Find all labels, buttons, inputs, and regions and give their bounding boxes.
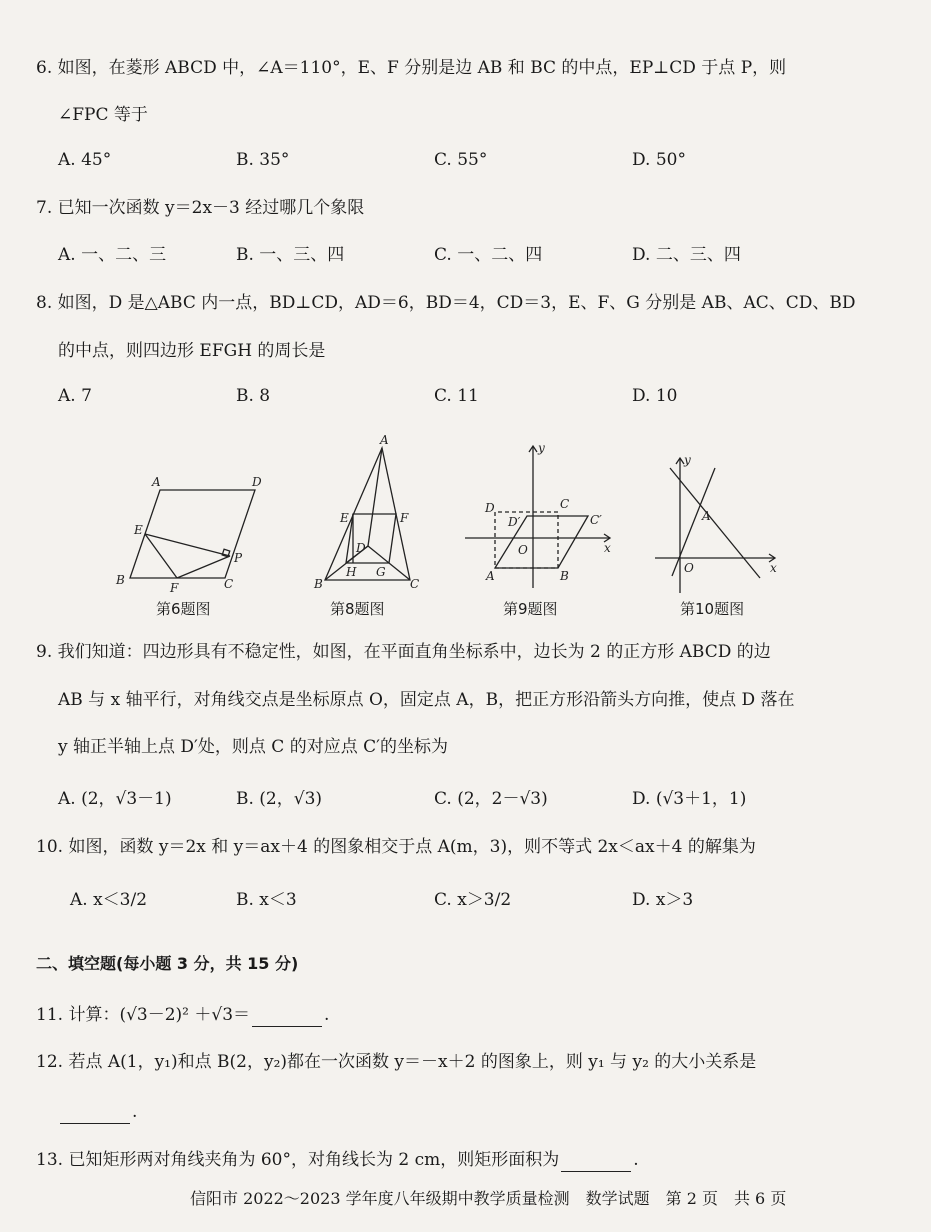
svg-text:D′: D′ bbox=[508, 515, 521, 529]
svg-text:x: x bbox=[770, 561, 777, 575]
svg-text:B: B bbox=[314, 577, 323, 591]
q11-text: 11. 计算：(√3－2)² ＋√3＝ bbox=[36, 1005, 251, 1025]
q11-line bbox=[36, 1003, 329, 1027]
q9-option-a: A. (2，√3－1) bbox=[58, 789, 172, 809]
svg-text:E: E bbox=[340, 511, 349, 525]
q9-option-b: B. (2，√3) bbox=[236, 789, 323, 809]
figure-8 bbox=[325, 448, 410, 580]
q10-line1: 10. 如图，函数 y＝2x 和 y＝ax＋4 的图象相交于点 A(m，3)，则不等式 2x＜ax＋4 的解集为 bbox=[36, 837, 756, 857]
q10-option-a: A. x＜3/2 bbox=[70, 890, 148, 910]
q13-line bbox=[36, 1148, 639, 1172]
svg-text:G: G bbox=[376, 565, 386, 579]
svg-text:C′: C′ bbox=[590, 513, 602, 527]
q9-line3: y 轴正半轴上点 D′处，则点 C 的对应点 C′的坐标为 bbox=[58, 737, 448, 757]
q7-option-c: C. 一、二、四 bbox=[434, 245, 543, 265]
q7-option-d: D. 二、三、四 bbox=[632, 245, 741, 265]
svg-text:C: C bbox=[560, 497, 570, 511]
q6-option-a: A. 45° bbox=[58, 150, 112, 170]
q10-option-d: D. x＞3 bbox=[632, 890, 694, 910]
q7-option-b: B. 一、三、四 bbox=[236, 245, 345, 265]
page-footer: 信阳市 2022～2023 学年度八年级期中教学质量检测 数学试题 第 2 页 共 6 页 bbox=[190, 1189, 787, 1208]
q11-end: . bbox=[324, 1005, 330, 1025]
q9-option-d: D. (√3＋1，1) bbox=[632, 789, 747, 809]
q9-option-c: C. (2，2－√3) bbox=[434, 789, 548, 809]
q6-option-c: C. 55° bbox=[434, 150, 488, 170]
q13-answer-blank[interactable] bbox=[561, 1153, 631, 1172]
svg-text:B: B bbox=[560, 569, 569, 583]
svg-text:P: P bbox=[234, 551, 243, 565]
svg-text:D: D bbox=[356, 541, 366, 555]
svg-text:B: B bbox=[116, 573, 125, 587]
q8-option-a: A. 7 bbox=[58, 386, 92, 406]
figure-9 bbox=[465, 446, 610, 588]
svg-text:C: C bbox=[224, 577, 234, 591]
svg-text:F: F bbox=[400, 511, 409, 525]
q9-line1: 9. 我们知道：四边形具有不稳定性，如图，在平面直角坐标系中，边长为 2 的正方形 ABCD 的边 bbox=[36, 642, 771, 662]
svg-text:O: O bbox=[684, 561, 694, 575]
q9-line2: AB 与 x 轴平行，对角线交点是坐标原点 O，固定点 A，B，把正方形沿箭头方向推，使点 D 落在 bbox=[58, 690, 795, 710]
svg-text:A: A bbox=[486, 569, 495, 583]
q7-option-a: A. 一、二、三 bbox=[58, 245, 167, 265]
q8-option-d: D. 10 bbox=[632, 386, 678, 406]
figure-10 bbox=[655, 458, 775, 593]
svg-text:y: y bbox=[538, 441, 545, 455]
svg-text:H: H bbox=[346, 565, 357, 579]
q13-end: . bbox=[633, 1150, 639, 1170]
figure-8-caption: 第8题图 bbox=[330, 600, 385, 618]
q11-answer-blank[interactable] bbox=[252, 1008, 322, 1027]
q6-line1: 6. 如图，在菱形 ABCD 中，∠A＝110°，E、F 分别是边 AB 和 BC 的中点，EP⊥CD 于点 P，则 bbox=[36, 58, 787, 78]
svg-text:D: D bbox=[485, 501, 495, 515]
q12-answer-blank[interactable] bbox=[60, 1105, 130, 1124]
q10-option-b: B. x＜3 bbox=[236, 890, 297, 910]
svg-text:A: A bbox=[380, 433, 389, 447]
q12-line2 bbox=[58, 1100, 137, 1124]
q8-line2: 的中点，则四边形 EFGH 的周长是 bbox=[58, 341, 326, 361]
q13-text: 13. 已知矩形两对角线夹角为 60°，对角线长为 2 cm，则矩形面积为 bbox=[36, 1150, 560, 1170]
section2-title: 二、填空题(每小题 3 分，共 15 分) bbox=[36, 954, 299, 973]
q8-option-c: C. 11 bbox=[434, 386, 479, 406]
figure-9-caption: 第9题图 bbox=[503, 600, 558, 618]
q12-end: . bbox=[132, 1102, 138, 1122]
svg-text:x: x bbox=[604, 541, 611, 555]
svg-text:F: F bbox=[170, 581, 179, 595]
figure-10-caption: 第10题图 bbox=[680, 600, 745, 618]
q8-option-b: B. 8 bbox=[236, 386, 271, 406]
q7-line1: 7. 已知一次函数 y＝2x－3 经过哪几个象限 bbox=[36, 198, 365, 218]
q12-line1: 12. 若点 A(1，y₁)和点 B(2，y₂)都在一次函数 y＝－x＋2 的图象上，则 y₁ 与 y₂ 的大小关系是 bbox=[36, 1052, 757, 1072]
q10-option-c: C. x＞3/2 bbox=[434, 890, 512, 910]
q6-option-d: D. 50° bbox=[632, 150, 686, 170]
svg-text:E: E bbox=[134, 523, 143, 537]
figure-6-caption: 第6题图 bbox=[156, 600, 211, 618]
svg-text:A: A bbox=[702, 509, 711, 523]
figures-row bbox=[110, 428, 870, 600]
svg-text:A: A bbox=[152, 475, 161, 489]
svg-text:O: O bbox=[518, 543, 528, 557]
svg-text:D: D bbox=[252, 475, 262, 489]
q6-line2: ∠FPC 等于 bbox=[58, 105, 148, 125]
svg-text:C: C bbox=[410, 577, 420, 591]
svg-text:y: y bbox=[684, 453, 691, 467]
q6-option-b: B. 35° bbox=[236, 150, 290, 170]
q8-line1: 8. 如图，D 是△ABC 内一点，BD⊥CD，AD＝6，BD＝4，CD＝3，E、F、G 分别是 AB、AC、CD、BD bbox=[36, 293, 856, 313]
